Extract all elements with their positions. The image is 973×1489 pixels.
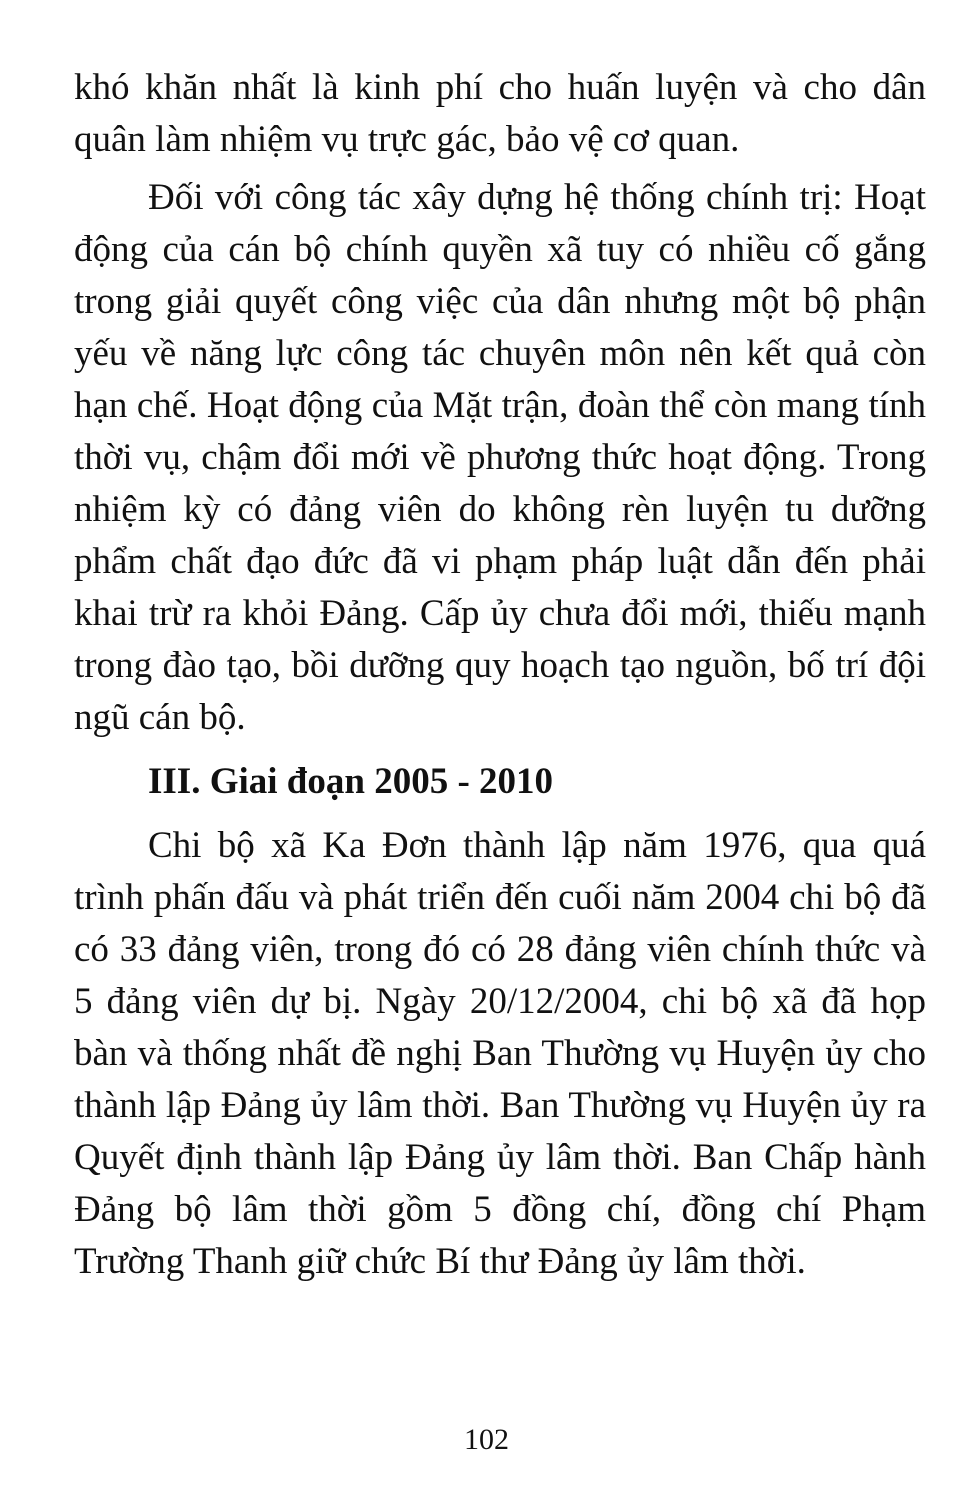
paragraph-continuation: khó khăn nhất là kinh phí cho huấn luyện và cho dân quân làm nhiệm vụ trực gác, bảo vệ cơ quan. (74, 67, 926, 160)
section-heading: III. Giai đoạn 2005 - 2010 (148, 761, 554, 802)
paragraph-political-system: Đối với công tác xây dựng hệ thống chính trị: Hoạt động của cán bộ chính quyền xã tuy có nhiều cố gắng trong giải quyết công việc của dân nhưng một bộ phận yếu về năng lực công tác chuyên môn nên kết quả còn hạn chế. Hoạt động của Mặt trận, đoàn thể còn mang tính thời vụ, chậm đổi mới về phương thức hoạt động. Trong nhiệm kỳ có đảng viên do không rèn luyện tu dưỡng phẩm chất đạo đức đã vi phạm pháp luật dẫn đến phải khai trừ ra khỏi Đảng. Cấp ủy chưa đổi mới, thiếu mạnh trong đào tạo, bồi dưỡng quy hoạch tạo nguồn, bố trí đội ngũ cán bộ. (74, 177, 926, 738)
paragraph-party-history: Chi bộ xã Ka Đơn thành lập năm 1976, qua quá trình phấn đấu và phát triển đến cuối năm 2004 chi bộ đã có 33 đảng viên, trong đó có 28 đảng viên chính thức và 5 đảng viên dự bị. Ngày 20/12/2004, chi bộ xã đã họp bàn và thống nhất đề nghị Ban Thường vụ Huyện ủy cho thành lập Đảng ủy lâm thời. Ban Thường vụ Huyện ủy ra Quyết định thành lập Đảng ủy lâm thời. Ban Chấp hành Đảng bộ lâm thời gồm 5 đồng chí, đồng chí Phạm Trường Thanh giữ chức Bí thư Đảng ủy lâm thời. (74, 825, 926, 1282)
page-content (74, 62, 926, 1288)
page-number: 102 (464, 1423, 509, 1456)
